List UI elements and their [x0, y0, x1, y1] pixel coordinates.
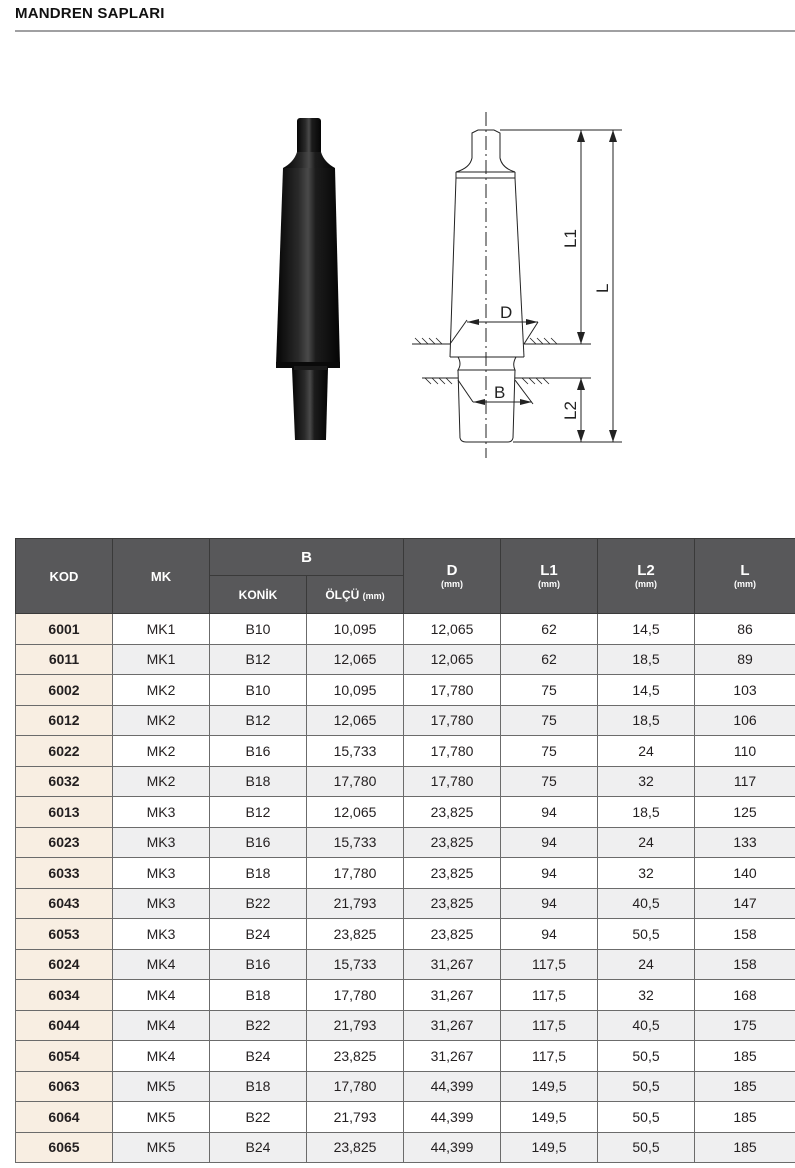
cell-kod: 6054: [16, 1041, 113, 1072]
cell-olcu: 21,793: [307, 1102, 404, 1133]
cell-mk: MK4: [113, 1041, 210, 1072]
table-row: [16, 1010, 795, 1041]
cell-l2: 40,5: [598, 888, 695, 919]
cell-konik: B16: [210, 736, 307, 767]
cell-l2: 18,5: [598, 797, 695, 828]
cell-l: 140: [695, 858, 795, 889]
cell-l: 185: [695, 1102, 795, 1133]
cell-kod: 6001: [16, 614, 113, 645]
cell-konik: B18: [210, 980, 307, 1011]
cell-mk: MK3: [113, 888, 210, 919]
cell-l2: 24: [598, 736, 695, 767]
cell-mk: MK4: [113, 949, 210, 980]
technical-drawing: [412, 112, 622, 458]
cell-konik: B24: [210, 1132, 307, 1163]
cell-konik: B24: [210, 1041, 307, 1072]
cell-kod: 6063: [16, 1071, 113, 1102]
cell-l1: 62: [501, 644, 598, 675]
cell-olcu: 12,065: [307, 797, 404, 828]
cell-kod: 6012: [16, 705, 113, 736]
cell-l: 86: [695, 614, 795, 645]
table-row: [16, 949, 795, 980]
dimension-label-l: L: [593, 283, 612, 293]
cell-olcu: 15,733: [307, 827, 404, 858]
table-row: [16, 1102, 795, 1133]
cell-olcu: 10,095: [307, 614, 404, 645]
cell-d: 44,399: [404, 1102, 501, 1133]
cell-l: 185: [695, 1132, 795, 1163]
cell-konik: B12: [210, 705, 307, 736]
dimension-label-b: B: [494, 383, 506, 402]
column-header-l: L (mm): [695, 539, 795, 614]
cell-kod: 6023: [16, 827, 113, 858]
cell-l2: 50,5: [598, 1132, 695, 1163]
cell-l1: 117,5: [501, 1041, 598, 1072]
cell-konik: B22: [210, 888, 307, 919]
cell-l: 125: [695, 797, 795, 828]
cell-konik: B22: [210, 1102, 307, 1133]
table-row: [16, 858, 795, 889]
cell-mk: MK2: [113, 766, 210, 797]
cell-l1: 62: [501, 614, 598, 645]
cell-l1: 75: [501, 675, 598, 706]
cell-l: 106: [695, 705, 795, 736]
page-title: MANDREN SAPLARI: [15, 5, 165, 22]
cell-d: 17,780: [404, 736, 501, 767]
cell-d: 23,825: [404, 888, 501, 919]
table-row: [16, 797, 795, 828]
cell-kod: 6053: [16, 919, 113, 950]
cell-konik: B22: [210, 1010, 307, 1041]
cell-l1: 117,5: [501, 980, 598, 1011]
cell-l1: 149,5: [501, 1102, 598, 1133]
cell-l2: 50,5: [598, 1102, 695, 1133]
cell-d: 23,825: [404, 797, 501, 828]
table-row: [16, 644, 795, 675]
cell-l2: 18,5: [598, 644, 695, 675]
cell-mk: MK3: [113, 827, 210, 858]
cell-l: 158: [695, 919, 795, 950]
cell-kod: 6022: [16, 736, 113, 767]
cell-olcu: 17,780: [307, 1071, 404, 1102]
cell-l1: 149,5: [501, 1132, 598, 1163]
cell-olcu: 12,065: [307, 644, 404, 675]
cell-mk: MK3: [113, 919, 210, 950]
column-header-olcu: ÖLÇÜ (mm): [307, 576, 404, 614]
arbor-photo: [276, 118, 340, 440]
cell-l: 168: [695, 980, 795, 1011]
cell-olcu: 21,793: [307, 1010, 404, 1041]
cell-mk: MK1: [113, 644, 210, 675]
title-divider: [15, 30, 795, 32]
cell-d: 31,267: [404, 949, 501, 980]
cell-olcu: 23,825: [307, 919, 404, 950]
cell-mk: MK2: [113, 675, 210, 706]
column-header-konik: KONİK: [210, 576, 307, 614]
table-row: [16, 614, 795, 645]
cell-l: 110: [695, 736, 795, 767]
cell-kod: 6011: [16, 644, 113, 675]
column-group-b: B: [210, 539, 404, 576]
column-header-mk: MK: [113, 539, 210, 614]
cell-olcu: 12,065: [307, 705, 404, 736]
cell-l2: 24: [598, 827, 695, 858]
table-row: [16, 766, 795, 797]
cell-l2: 40,5: [598, 1010, 695, 1041]
cell-l1: 117,5: [501, 949, 598, 980]
table-row: [16, 980, 795, 1011]
cell-l1: 94: [501, 858, 598, 889]
cell-d: 17,780: [404, 675, 501, 706]
cell-d: 23,825: [404, 858, 501, 889]
cell-olcu: 23,825: [307, 1041, 404, 1072]
table-row: [16, 675, 795, 706]
table-row: [16, 888, 795, 919]
cell-l: 147: [695, 888, 795, 919]
cell-mk: MK2: [113, 705, 210, 736]
cell-l1: 149,5: [501, 1071, 598, 1102]
cell-konik: B18: [210, 1071, 307, 1102]
cell-mk: MK5: [113, 1071, 210, 1102]
cell-l1: 75: [501, 766, 598, 797]
cell-l2: 14,5: [598, 675, 695, 706]
cell-l1: 75: [501, 736, 598, 767]
cell-mk: MK3: [113, 797, 210, 828]
cell-mk: MK4: [113, 980, 210, 1011]
cell-d: 44,399: [404, 1132, 501, 1163]
cell-kod: 6064: [16, 1102, 113, 1133]
cell-d: 31,267: [404, 1010, 501, 1041]
cell-olcu: 10,095: [307, 675, 404, 706]
cell-kod: 6032: [16, 766, 113, 797]
cell-kod: 6024: [16, 949, 113, 980]
cell-d: 12,065: [404, 644, 501, 675]
cell-l1: 94: [501, 919, 598, 950]
cell-olcu: 17,780: [307, 858, 404, 889]
column-header-l2: L2 (mm): [598, 539, 695, 614]
cell-olcu: 23,825: [307, 1132, 404, 1163]
cell-olcu: 15,733: [307, 949, 404, 980]
cell-l2: 32: [598, 858, 695, 889]
cell-kod: 6044: [16, 1010, 113, 1041]
cell-d: 31,267: [404, 980, 501, 1011]
cell-l2: 50,5: [598, 1071, 695, 1102]
cell-mk: MK5: [113, 1102, 210, 1133]
cell-konik: B18: [210, 858, 307, 889]
cell-konik: B10: [210, 675, 307, 706]
cell-olcu: 17,780: [307, 980, 404, 1011]
table-row: [16, 1071, 795, 1102]
cell-d: 17,780: [404, 705, 501, 736]
cell-konik: B24: [210, 919, 307, 950]
cell-d: 31,267: [404, 1041, 501, 1072]
cell-d: 17,780: [404, 766, 501, 797]
cell-l1: 75: [501, 705, 598, 736]
cell-l: 133: [695, 827, 795, 858]
cell-l: 158: [695, 949, 795, 980]
table-row: [16, 736, 795, 767]
cell-l: 175: [695, 1010, 795, 1041]
specification-table: [15, 538, 795, 1163]
cell-mk: MK1: [113, 614, 210, 645]
table-row: [16, 1041, 795, 1072]
cell-l2: 50,5: [598, 919, 695, 950]
dimension-label-l2: L2: [561, 401, 580, 420]
cell-konik: B10: [210, 614, 307, 645]
table-row: [16, 919, 795, 950]
dimension-label-l1: L1: [561, 229, 580, 248]
cell-mk: MK3: [113, 858, 210, 889]
table-row: [16, 827, 795, 858]
cell-konik: B16: [210, 827, 307, 858]
cell-l1: 94: [501, 888, 598, 919]
cell-l2: 32: [598, 766, 695, 797]
cell-l2: 24: [598, 949, 695, 980]
cell-konik: B16: [210, 949, 307, 980]
cell-mk: MK5: [113, 1132, 210, 1163]
cell-kod: 6002: [16, 675, 113, 706]
cell-l: 117: [695, 766, 795, 797]
cell-olcu: 21,793: [307, 888, 404, 919]
cell-konik: B12: [210, 644, 307, 675]
cell-kod: 6034: [16, 980, 113, 1011]
cell-d: 12,065: [404, 614, 501, 645]
cell-l: 89: [695, 644, 795, 675]
cell-mk: MK4: [113, 1010, 210, 1041]
cell-olcu: 15,733: [307, 736, 404, 767]
cell-kod: 6033: [16, 858, 113, 889]
cell-l: 185: [695, 1041, 795, 1072]
column-header-d: D (mm): [404, 539, 501, 614]
cell-l2: 50,5: [598, 1041, 695, 1072]
cell-kod: 6013: [16, 797, 113, 828]
cell-kod: 6065: [16, 1132, 113, 1163]
cell-mk: MK2: [113, 736, 210, 767]
cell-olcu: 17,780: [307, 766, 404, 797]
cell-d: 44,399: [404, 1071, 501, 1102]
cell-l2: 14,5: [598, 614, 695, 645]
cell-kod: 6043: [16, 888, 113, 919]
column-header-l1: L1 (mm): [501, 539, 598, 614]
product-figure: [260, 100, 640, 470]
column-header-kod: KOD: [16, 539, 113, 614]
cell-l1: 94: [501, 797, 598, 828]
cell-l1: 94: [501, 827, 598, 858]
table-row: [16, 1132, 795, 1163]
cell-konik: B12: [210, 797, 307, 828]
dimension-label-d: D: [500, 303, 513, 322]
cell-l: 185: [695, 1071, 795, 1102]
cell-l1: 117,5: [501, 1010, 598, 1041]
cell-konik: B18: [210, 766, 307, 797]
cell-l2: 32: [598, 980, 695, 1011]
cell-d: 23,825: [404, 919, 501, 950]
cell-d: 23,825: [404, 827, 501, 858]
table-row: [16, 705, 795, 736]
cell-l: 103: [695, 675, 795, 706]
cell-l2: 18,5: [598, 705, 695, 736]
